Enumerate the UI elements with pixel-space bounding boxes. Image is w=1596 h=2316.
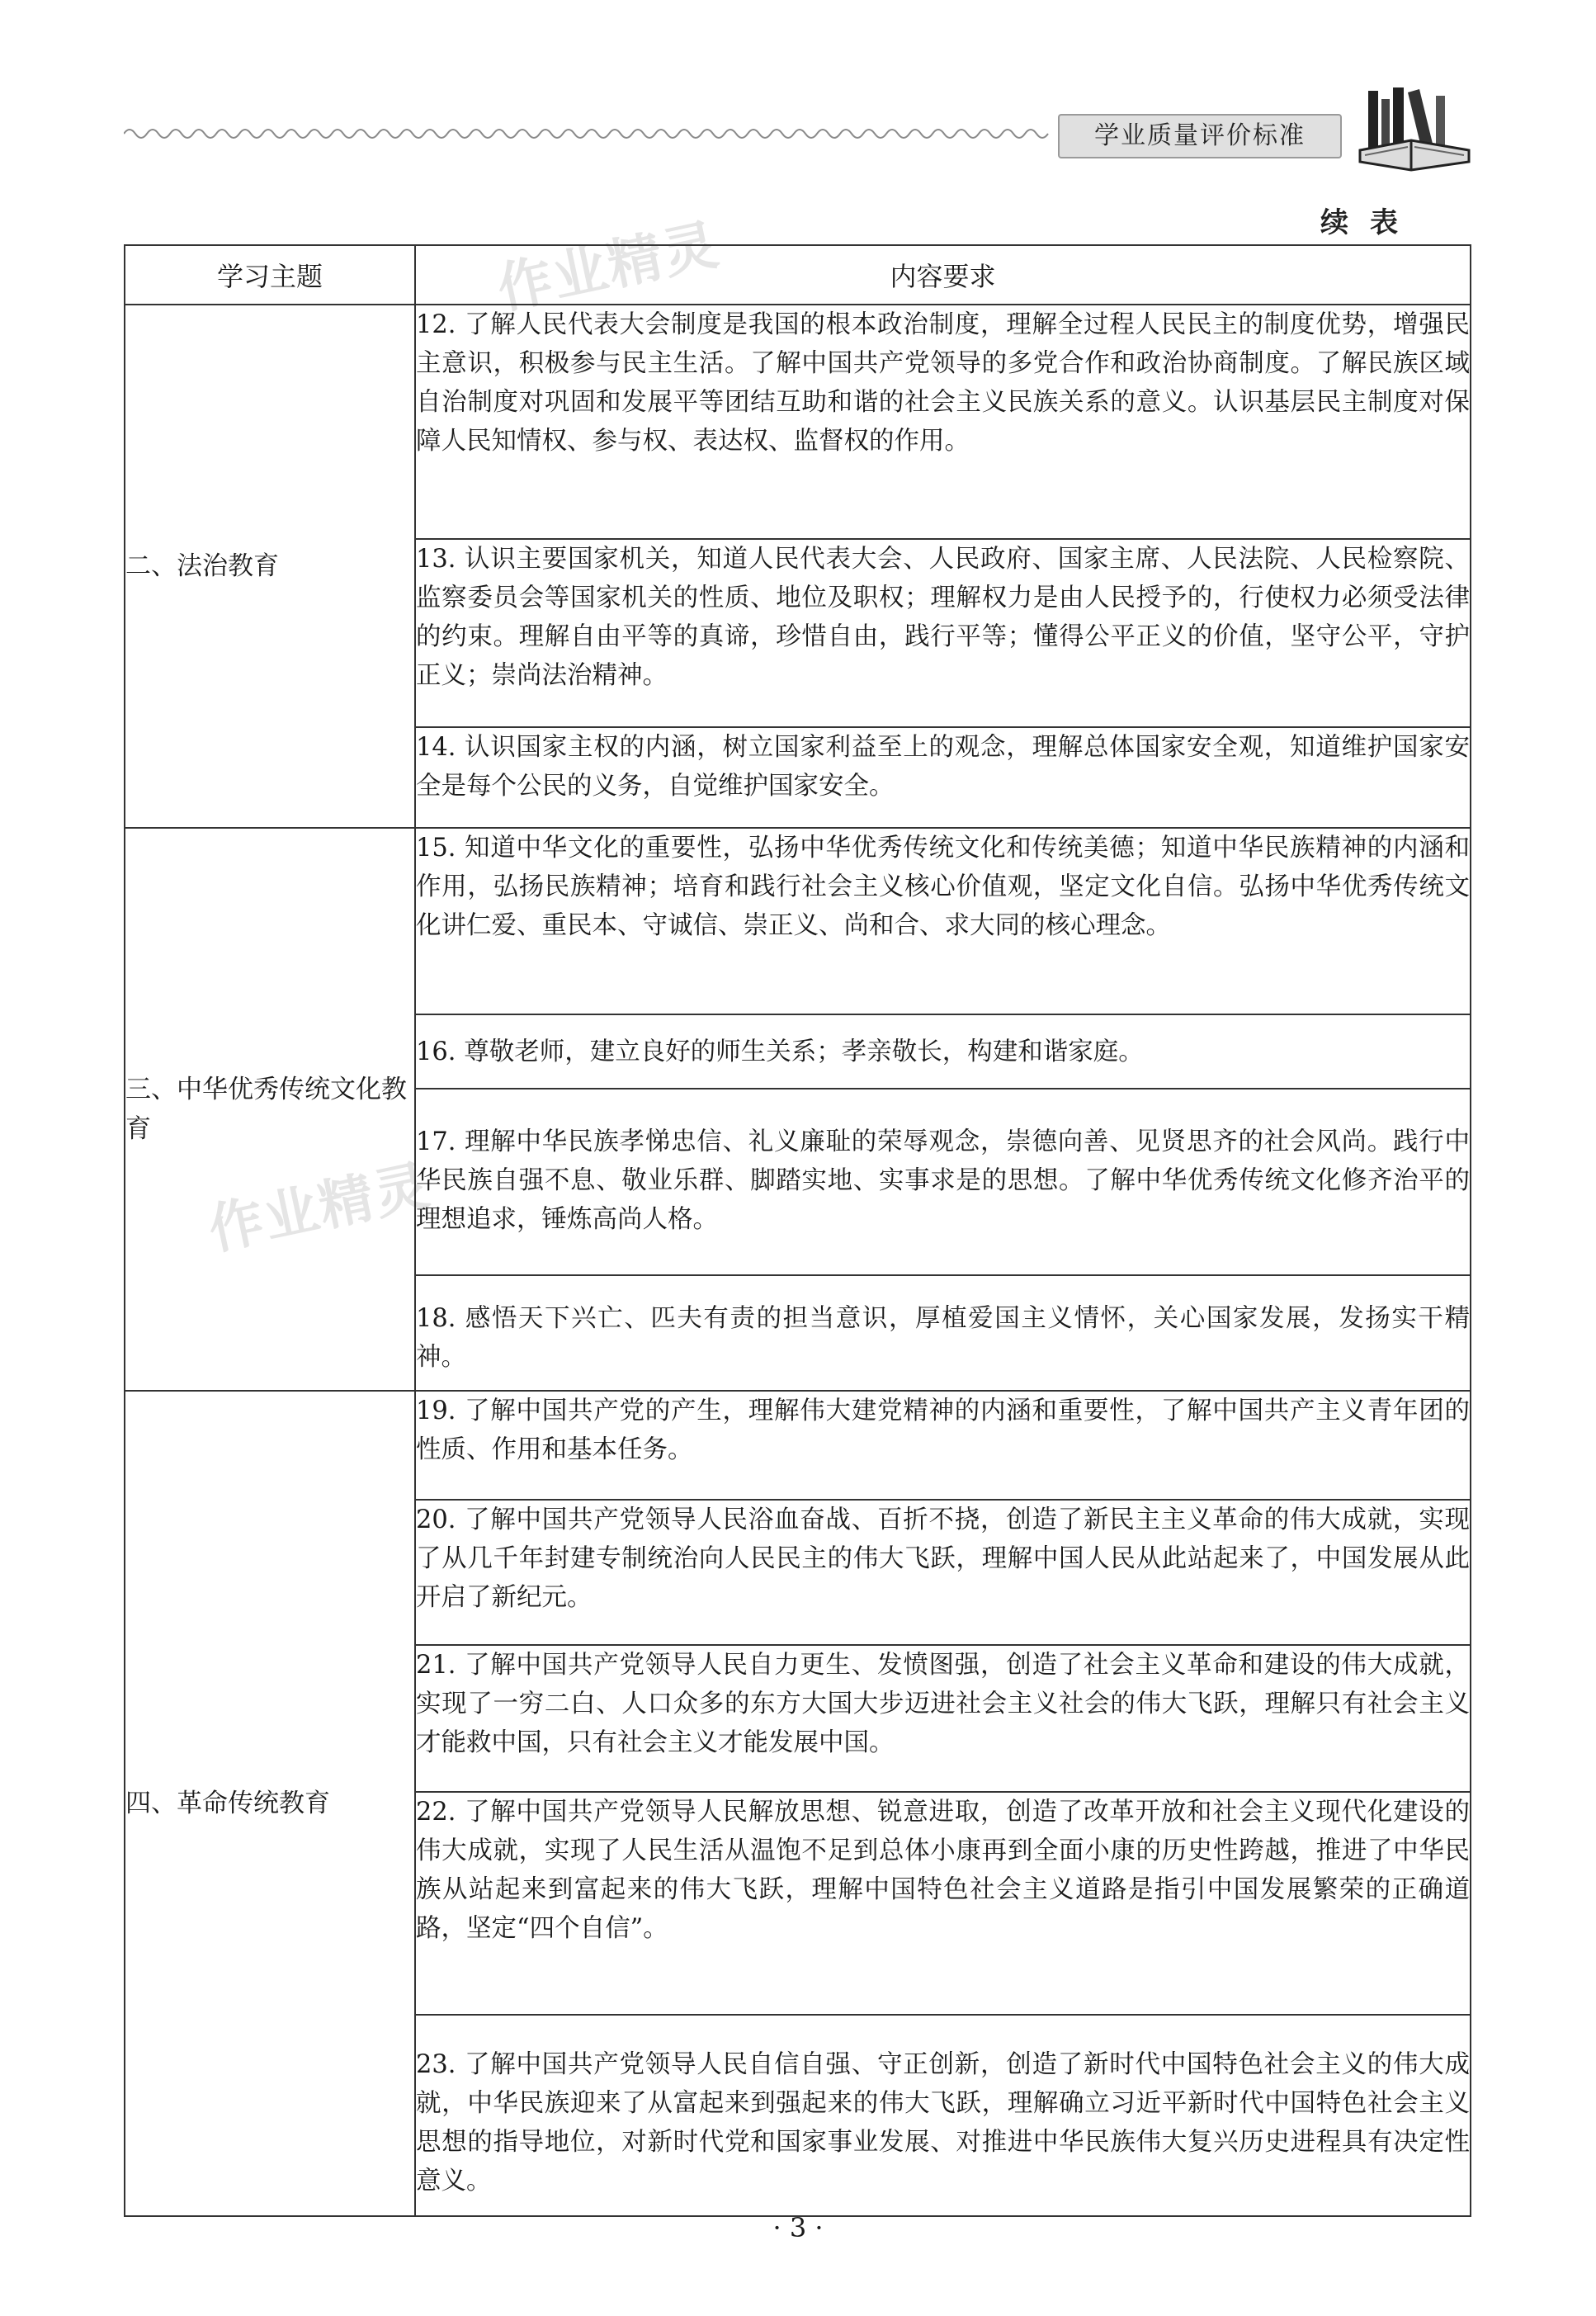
requirement-cell: 15. 知道中华文化的重要性，弘扬中华优秀传统文化和传统美德；知道中华民族精神的内涵和作用，弘扬民族精神；培育和践行社会主义核心价值观，坚定文化自信。弘扬中华优秀传统文化讲仁爱、重民本、守诚信、崇正义、尚和合、求大同的核心理念。	[415, 828, 1471, 1014]
books-logo-icon	[1353, 83, 1477, 173]
requirement-cell: 21. 了解中国共产党领导人民自力更生、发愤图强，创造了社会主义革命和建设的伟大成就，实现了一穷二白、人口众多的东方大国大步迈进社会主义社会的伟大飞跃，理解只有社会主义才能救中国，只有社会主义才能发展中国。	[415, 1645, 1471, 1792]
header-requirement: 内容要求	[415, 245, 1471, 305]
topic-cell: 三、中华优秀传统文化教育	[125, 828, 415, 1391]
requirement-cell: 17. 理解中华民族孝悌忠信、礼义廉耻的荣辱观念，崇德向善、见贤思齐的社会风尚。践行中华民族自强不息、敬业乐群、脚踏实地、实事求是的思想。了解中华优秀传统文化修齐治平的理想追求，锤炼高尚人格。	[415, 1089, 1471, 1275]
topic-cell: 四、革命传统教育	[125, 1391, 415, 2216]
requirement-cell: 16. 尊敬老师，建立良好的师生关系；孝亲敬长，构建和谐家庭。	[415, 1014, 1471, 1089]
requirement-cell: 18. 感悟天下兴亡、匹夫有责的担当意识，厚植爱国主义情怀，关心国家发展，发扬实干精神。	[415, 1275, 1471, 1391]
requirement-cell: 20. 了解中国共产党领导人民浴血奋战、百折不挠，创造了新民主主义革命的伟大成就，实现了从几千年封建专制统治向人民民主的伟大飞跃，理解中国人民从此站起来了，中国发展从此开启了新纪元。	[415, 1500, 1471, 1645]
table-row	[125, 1391, 1471, 1500]
watermark-text: 作业精灵	[492, 212, 725, 322]
table-row	[125, 828, 1471, 1014]
topic-cell: 二、法治教育	[125, 305, 415, 828]
requirement-cell: 14. 认识国家主权的内涵，树立国家利益至上的观念，理解总体国家安全观，知道维护国家安全是每个公民的义务，自觉维护国家安全。	[415, 727, 1471, 828]
header-wavy-line	[124, 124, 1056, 144]
watermark-text: 作业精灵	[203, 1153, 437, 1263]
requirement-cell: 19. 了解中国共产党的产生，理解伟大建党精神的内涵和重要性，了解中国共产主义青年团的性质、作用和基本任务。	[415, 1391, 1471, 1500]
continued-label: 续表	[1320, 206, 1419, 239]
page-number: · 3 ·	[772, 2212, 824, 2243]
header-label: 学业质量评价标准	[1058, 114, 1342, 158]
table-row	[125, 305, 1471, 539]
header-topic: 学习主题	[125, 245, 415, 305]
requirement-cell: 12. 了解人民代表大会制度是我国的根本政治制度，理解全过程人民民主的制度优势，增强民主意识，积极参与民主生活。了解中国共产党领导的多党合作和政治协商制度。了解民族区域自治制度对巩固和发展平等团结互助和谐的社会主义民族关系的意义。认识基层民主制度对保障人民知情权、参与权、表达权、监督权的作用。	[415, 305, 1471, 539]
requirement-cell: 23. 了解中国共产党领导人民自信自强、守正创新，创造了新时代中国特色社会主义的伟大成就，中华民族迎来了从富起来到强起来的伟大飞跃，理解确立习近平新时代中国特色社会主义思想的指导地位，对新时代党和国家事业发展、对推进中华民族伟大复兴历史进程具有决定性意义。	[415, 2015, 1471, 2216]
table-header-row	[125, 245, 1471, 305]
requirement-cell: 22. 了解中国共产党领导人民解放思想、锐意进取，创造了改革开放和社会主义现代化建设的伟大成就，实现了人民生活从温饱不足到总体小康再到全面小康的历史性跨越，推进了中华民族从站起来到富起来的伟大飞跃，理解中国特色社会主义道路是指引中国发展繁荣的正确道路，坚定“四个自信”。	[415, 1792, 1471, 2015]
requirement-cell: 13. 认识主要国家机关，知道人民代表大会、人民政府、国家主席、人民法院、人民检察院、监察委员会等国家机关的性质、地位及职权；理解权力是由人民授予的，行使权力必须受法律的约束。理解自由平等的真谛，珍惜自由，践行平等；懂得公平正义的价值，坚守公平，守护正义；崇尚法治精神。	[415, 539, 1471, 727]
content-table	[124, 244, 1471, 2217]
